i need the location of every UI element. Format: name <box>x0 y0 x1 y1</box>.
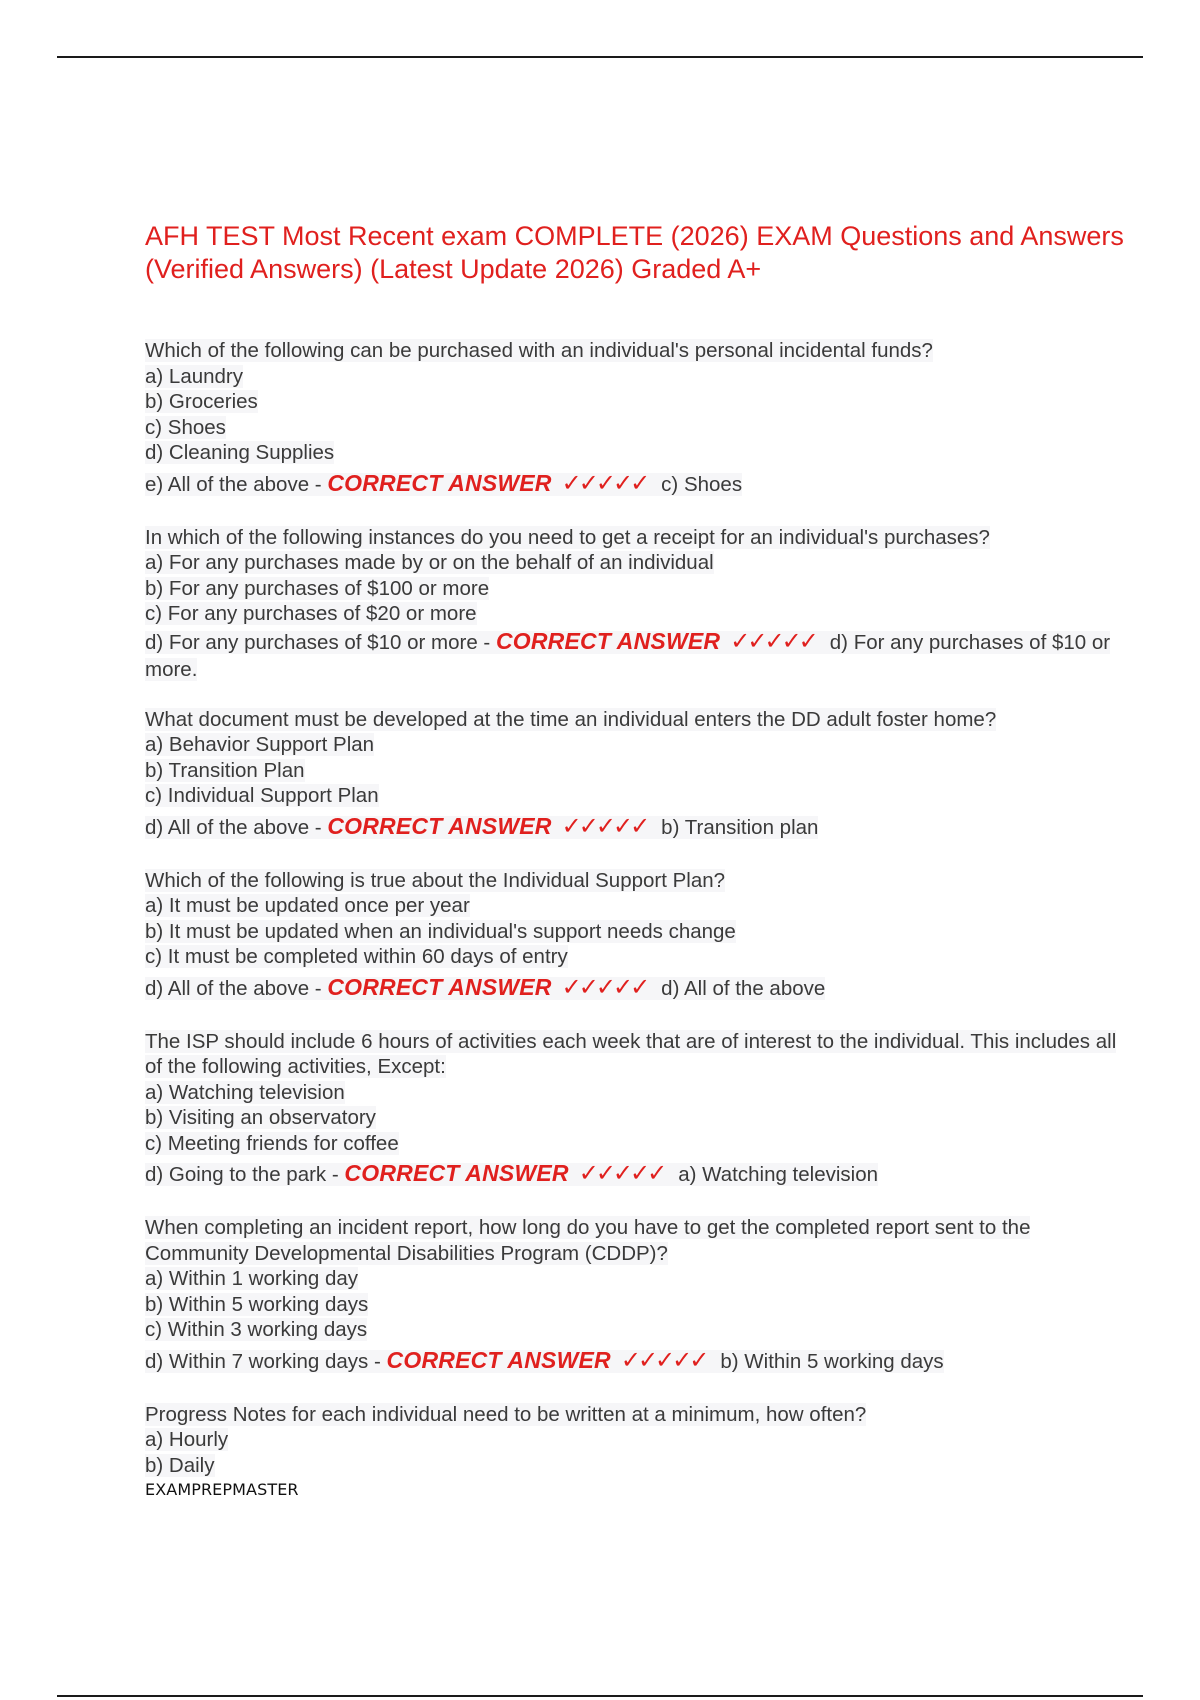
answer-option: a) Watching television <box>145 1080 345 1104</box>
correct-answer-value: b) Within 5 working days <box>720 1349 944 1373</box>
answer-option: d) All of the above - <box>145 815 322 839</box>
answer-option: c) Individual Support Plan <box>145 784 379 807</box>
answer-option: e) All of the above - <box>145 472 322 496</box>
question-block <box>145 707 1135 844</box>
answer-option: a) Laundry <box>145 364 244 388</box>
question-text: Progress Notes for each individual need to be written at a minimum, how often? <box>145 1402 867 1426</box>
question-block <box>145 1215 1135 1378</box>
answer-row <box>145 627 1111 681</box>
answer-option: d) All of the above - <box>145 976 322 1000</box>
answer-option: a) Within 1 working day <box>145 1267 359 1290</box>
question-text: In which of the following instances do you need to get a receipt for an individual's purchases? <box>145 525 990 549</box>
answer-row <box>145 469 743 497</box>
top-rule <box>57 56 1143 58</box>
question-text: The ISP should include 6 hours of activities each week that are of interest to the individual. This includes all of the following activities, Except: <box>145 1029 1117 1078</box>
question-text: When completing an incident report, how long do you have to get the completed report sent to the Community Developmental Disabilities Program (CDDP)? <box>145 1216 1031 1265</box>
answer-option: c) Meeting friends for coffee <box>145 1131 399 1155</box>
document-title: AFH TEST Most Recent exam COMPLETE (2026) EXAM Questions and Answers (Verified Answers) (Latest Update 2026) Graded A+ <box>145 221 1124 284</box>
question-block <box>145 1029 1135 1192</box>
checkmarks-icon: ✓✓✓✓✓ <box>730 627 816 655</box>
correct-answer-label: CORRECT ANSWER <box>386 1346 611 1373</box>
answer-option: c) Within 3 working days <box>145 1318 368 1341</box>
correct-answer-value: d) For any purchases of $10 or more. <box>145 630 1111 681</box>
answer-option: a) For any purchases made by or on the behalf of an individual <box>145 551 714 574</box>
correct-answer-value: a) Watching television <box>678 1163 879 1186</box>
answer-row <box>145 1160 879 1187</box>
answer-option: b) Within 5 working days <box>145 1292 369 1316</box>
correct-answer-value: c) Shoes <box>661 472 743 496</box>
answer-option: c) It must be completed within 60 days of entry <box>145 945 568 968</box>
watermark-text: EXAMPREPMASTER <box>145 1480 299 1499</box>
answer-option: b) Daily <box>145 1453 215 1477</box>
question-text: Which of the following is true about the Individual Support Plan? <box>145 868 726 892</box>
question-block <box>145 868 1135 1005</box>
correct-answer-label: CORRECT ANSWER <box>344 1160 569 1186</box>
checkmarks-icon: ✓✓✓✓✓ <box>561 469 648 497</box>
answer-option: b) Transition Plan <box>145 758 305 782</box>
question-block <box>145 525 1135 683</box>
correct-answer-label: CORRECT ANSWER <box>495 627 721 654</box>
correct-answer-value: b) Transition plan <box>661 815 819 839</box>
checkmarks-icon: ✓✓✓✓✓ <box>578 1160 665 1187</box>
question-text: Which of the following can be purchased with an individual's personal incidental funds? <box>145 339 933 362</box>
answer-option: d) Within 7 working days - <box>145 1349 381 1373</box>
checkmarks-icon: ✓✓✓✓✓ <box>561 973 648 1001</box>
answer-option: b) Visiting an observatory <box>145 1106 376 1129</box>
checkmarks-icon: ✓✓✓✓✓ <box>620 1346 707 1374</box>
correct-answer-label: CORRECT ANSWER <box>327 469 552 496</box>
answer-option: b) For any purchases of $100 or more <box>145 576 490 600</box>
correct-answer-label: CORRECT ANSWER <box>327 812 552 839</box>
answer-row <box>145 1346 944 1374</box>
answer-row <box>145 812 819 840</box>
answer-option: d) For any purchases of $10 or more - <box>145 630 491 654</box>
question-block <box>145 1402 1135 1479</box>
bottom-rule <box>57 1695 1143 1697</box>
answer-row <box>145 973 826 1001</box>
answer-option: c) For any purchases of $20 or more <box>145 602 477 625</box>
answer-option: a) Hourly <box>145 1428 229 1451</box>
answer-option: c) Shoes <box>145 415 226 439</box>
answer-option: d) Cleaning Supplies <box>145 441 335 464</box>
answer-option: d) Going to the park - <box>145 1163 339 1186</box>
answer-option: a) Behavior Support Plan <box>145 733 375 756</box>
correct-answer-value: d) All of the above <box>661 976 826 1000</box>
checkmarks-icon: ✓✓✓✓✓ <box>561 812 648 840</box>
answer-option: a) It must be updated once per year <box>145 894 470 917</box>
correct-answer-label: CORRECT ANSWER <box>327 973 552 1000</box>
question-block <box>145 338 1135 501</box>
question-text: What document must be developed at the time an individual enters the DD adult foster home? <box>145 707 997 731</box>
answer-option: b) It must be updated when an individual's support needs change <box>145 919 736 943</box>
document-body <box>145 220 1135 1499</box>
answer-option: b) Groceries <box>145 390 258 413</box>
